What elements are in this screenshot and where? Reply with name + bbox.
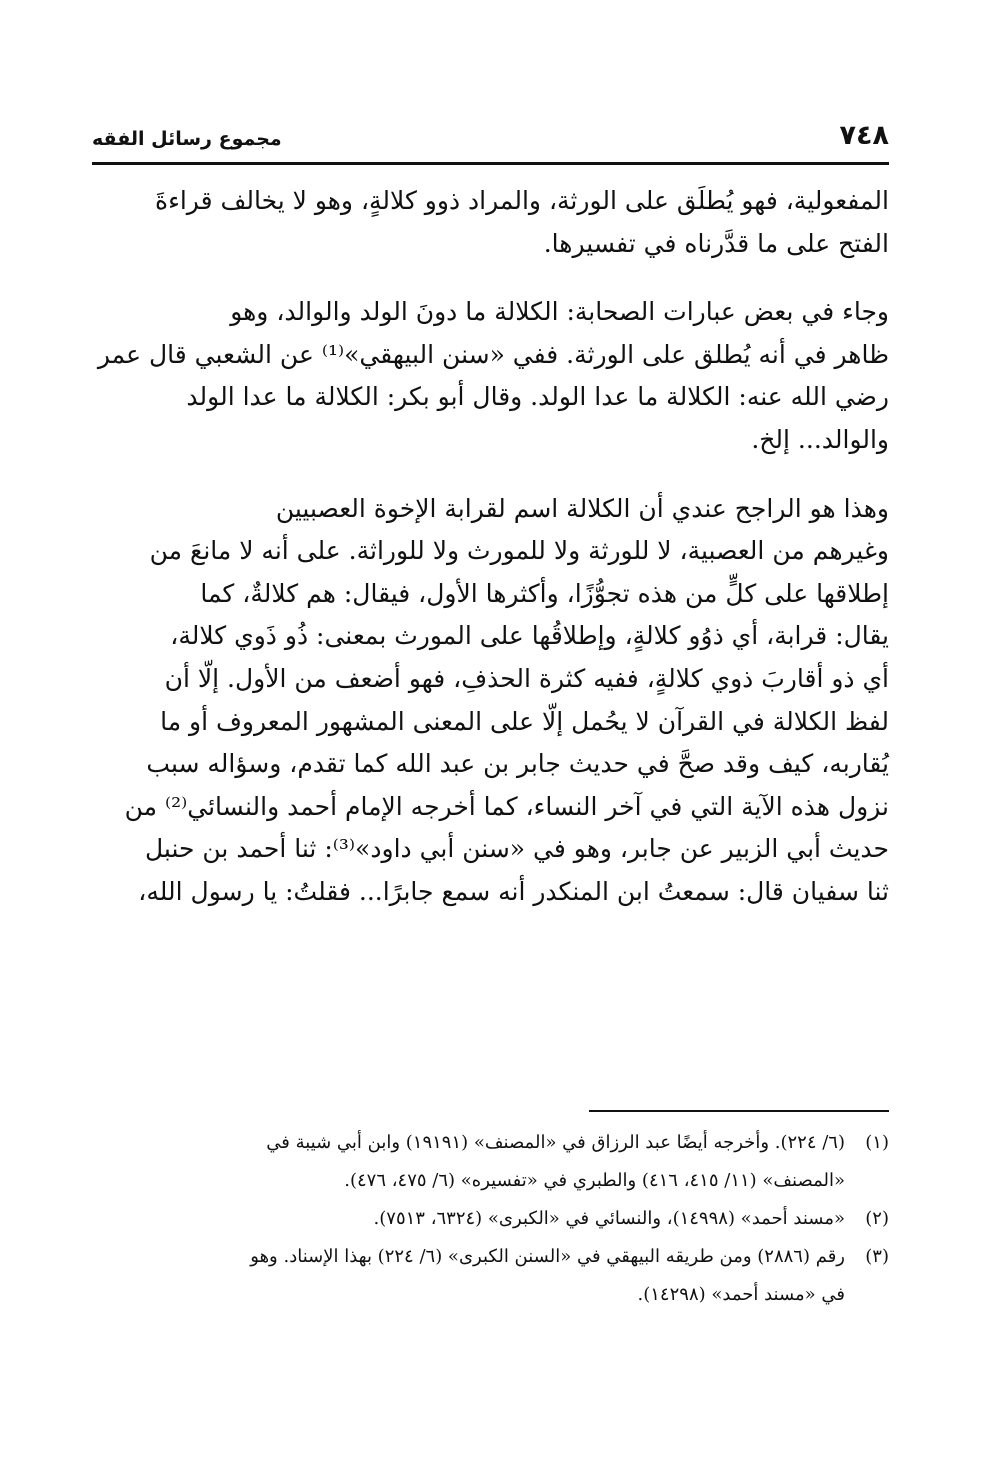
footnote-3 [92, 1238, 889, 1314]
running-title: مجموع رسائل الفقه [92, 128, 282, 150]
footnote-2 [92, 1200, 889, 1238]
footnote-number: (٢) [865, 1208, 889, 1229]
page-header [92, 118, 889, 165]
footnote-number: (١) [865, 1132, 889, 1153]
footnote-number: (٣) [865, 1246, 889, 1267]
paragraph-1: المفعولية، فهو يُطلَق على الورثة، والمراد ذوو كلالةٍ، وهو لا يخالف قراءةَ الفتح على ما قدَّرناه في تفسيرها. [154, 186, 889, 258]
footnote-separator [589, 1110, 889, 1112]
footnote-text: (٦/ ٢٢٤). وأخرجه أيضًا عبد الرزاق في «المصنف» (١٩١٩١) وابن أبي شيبة في «المصنف» (١١/ ٤١٥، ٤١٦) والطبري في «تفسيره» (٦/ ٤٧٥، ٤٧٦). [266, 1132, 845, 1191]
paragraph-2: وجاء في بعض عبارات الصحابة: الكلالة ما دونَ الولد والوالد، وهو ظاهر في أنه يُطلق على الورثة. ففي «سنن البيهقي»⁽¹⁾ عن الشعبي قال عمر رضي الله عنه: الكلالة ما عدا الولد. وقال أبو بكر: الكلالة ما عدا الولد والوالد... إلخ. [97, 297, 889, 454]
main-text [92, 180, 889, 914]
footnote-text: «مسند أحمد» (١٤٩٩٨)، والنسائي في «الكبرى» (٦٣٢٤، ٧٥١٣). [373, 1208, 845, 1229]
footnote-text: رقم (٢٨٨٦) ومن طريقه البيهقي في «السنن الكبرى» (٦/ ٢٢٤) بهذا الإسناد. وهو في «مسند أحمد» (١٤٢٩٨). [250, 1246, 845, 1305]
footnotes [92, 1124, 889, 1314]
footnote-1 [92, 1124, 889, 1200]
page-number: ٧٤٨ [839, 120, 889, 151]
paragraph-3: وهذا هو الراجح عندي أن الكلالة اسم لقرابة الإخوة العصبيين وغيرهم من العصبية، لا للورثة ولا للمورث ولا للوراثة. على أنه لا مانعَ من إطلاقها على كلٍّ من هذه تجوُّزًا، وأكثرها الأول، فيقال: هم كلالةٌ، كما يقال: قرابة، أي ذوُو كلالةٍ، وإطلاقُها على المورث بمعنى: ذُو ذَوي كلالة، أي ذو أقاربَ ذوي كلالةٍ، ففيه كثرة الحذفِ، فهو أضعف من الأول. إلّا أن لفظ الكلالة في القرآن لا يحُمل إلّا على المعنى المشهور المعروف أو ما يُقاربه، كيف وقد صحَّ في حديث جابر بن عبد الله كما تقدم، وسؤاله سبب نزول هذه الآية التي في آخر النساء، كما أخرجه الإمام أحمد والنسائي⁽²⁾ من حديث أبي الزبير عن جابر، وهو في «سنن أبي داود»⁽³⁾: ثنا أحمد بن حنبل ثنا سفيان قال: سمعتُ ابن المنكدر أنه سمع جابرًا... فقلتُ: يا رسول الله، [124, 493, 889, 906]
